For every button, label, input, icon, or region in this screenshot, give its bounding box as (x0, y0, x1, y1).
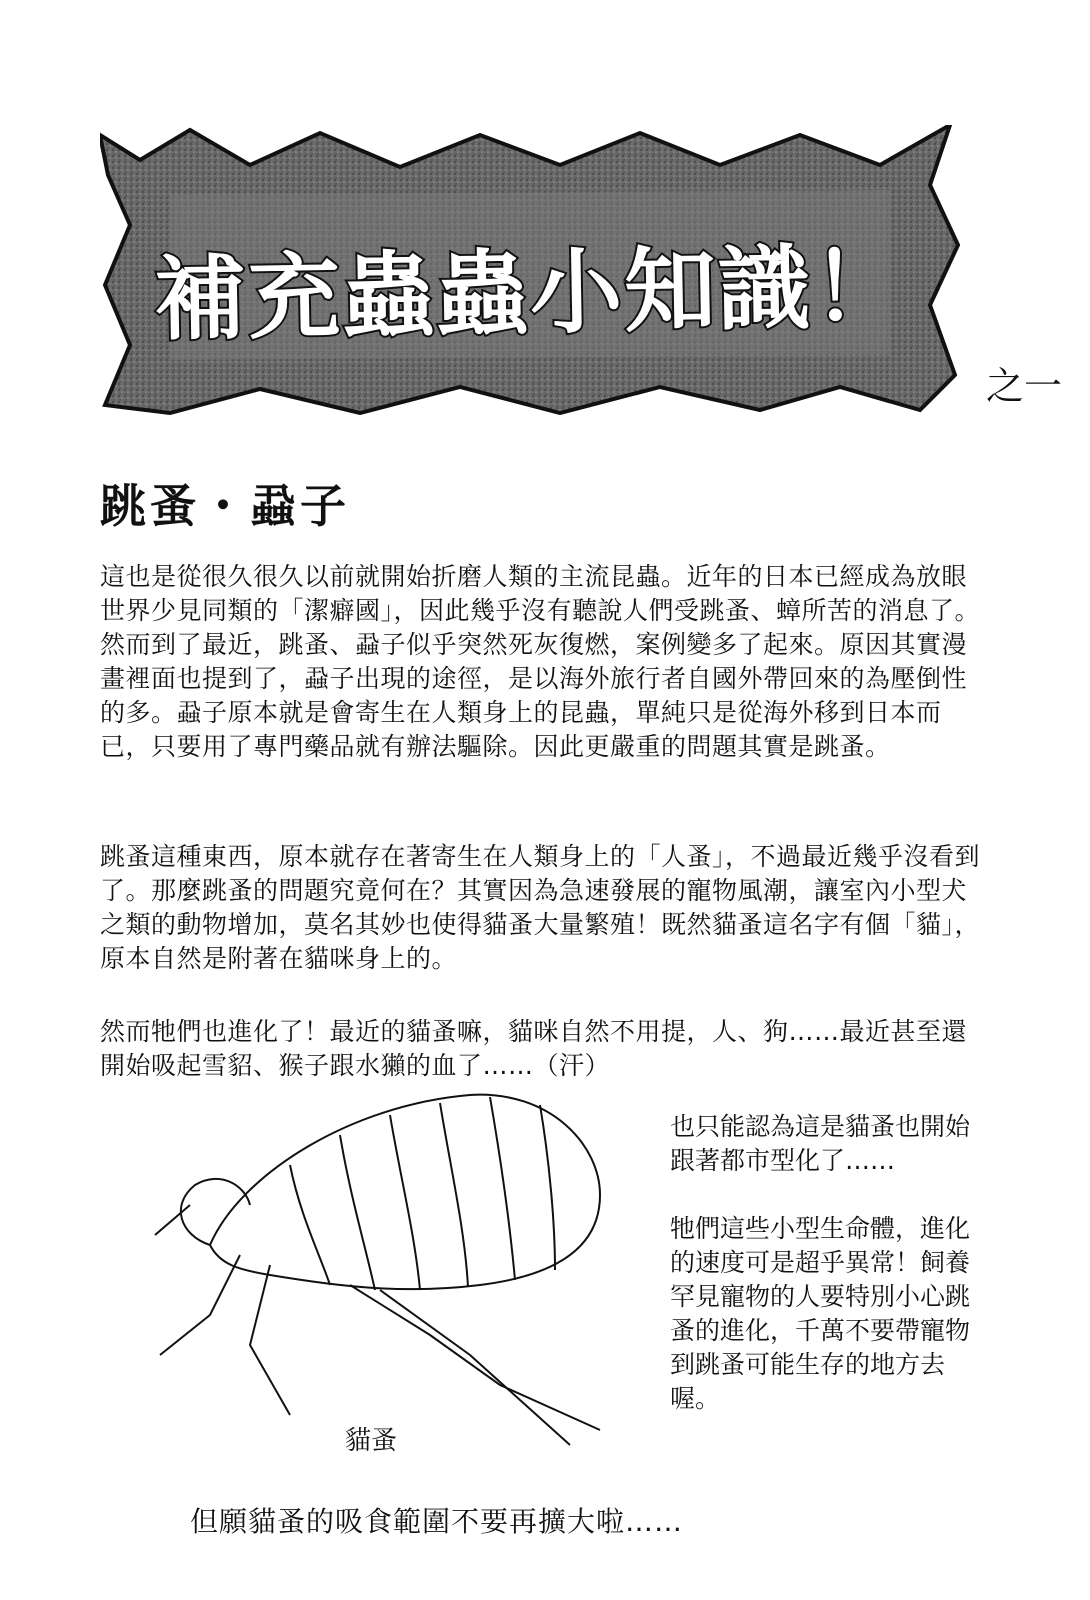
flea-leg (350, 1285, 600, 1430)
paragraph-2: 跳蚤這種東西，原本就存在著寄生在人類身上的「人蚤」，不過最近幾乎沒看到了。那麼跳蚤的問題究竟何在？其實因為急速發展的寵物風潮，讓室內小型犬之類的動物增加，莫名其妙也使得貓蚤大量繁殖！既然貓蚤這名字有個「貓」，原本自然是附著在貓咪身上的。 (100, 842, 981, 973)
side-note-1: 也只能認為這是貓蚤也開始跟著都市型化了…… (670, 1112, 971, 1175)
flea-segment (540, 1105, 555, 1270)
flea-leg (250, 1265, 290, 1415)
paragraph-3: 然而牠們也進化了！最近的貓蚤嘛，貓咪自然不用提，人、狗……最近甚至還開始吸起雪貂、猴子跟水獺的血了……（汗） (100, 1017, 968, 1080)
section-title: 跳蚤・蝨子 (100, 479, 350, 533)
flea-illustration (150, 1085, 630, 1465)
closing-line: 但願貓蚤的吸食範圍不要再擴大啦…… (190, 1505, 684, 1538)
flea-segment (340, 1135, 375, 1290)
part-number: 之一 (986, 364, 1063, 408)
flea-segment (390, 1115, 420, 1290)
flea-antenna (155, 1205, 190, 1235)
side-note-2: 牠們這些小型生命體，進化的速度可是超乎異常！飼養罕見寵物的人要特別小心跳蚤的進化，千萬不要帶寵物到跳蚤可能生存的地方去喔。 (670, 1214, 971, 1413)
banner-title: 補充蟲蟲小知識！ (153, 233, 908, 354)
flea-segment (290, 1165, 330, 1285)
flea-segment (490, 1097, 515, 1280)
flea-segment (440, 1103, 468, 1287)
flea-leg (160, 1255, 240, 1355)
illustration-label: 貓蚤 (345, 1426, 398, 1456)
paragraph-1: 這也是從很久很久以前就開始折磨人類的主流昆蟲。近年的日本已經成為放眼世界少見同類的「潔癖國」，因此幾乎沒有聽說人們受跳蚤、蟑所苦的消息了。然而到了最近，跳蚤、蝨子似乎突然死灰復燃，案例變多了起來。原因其實漫畫裡面也提到了，蝨子出現的途徑，是以海外旅行者自國外帶回來的為壓倒性的多。蝨子原本就是會寄生在人類身上的昆蟲，單純只是從海外移到日本而已，只要用了專門藥品就有辦法驅除。因此更嚴重的問題其實是跳蚤。 (100, 562, 981, 761)
